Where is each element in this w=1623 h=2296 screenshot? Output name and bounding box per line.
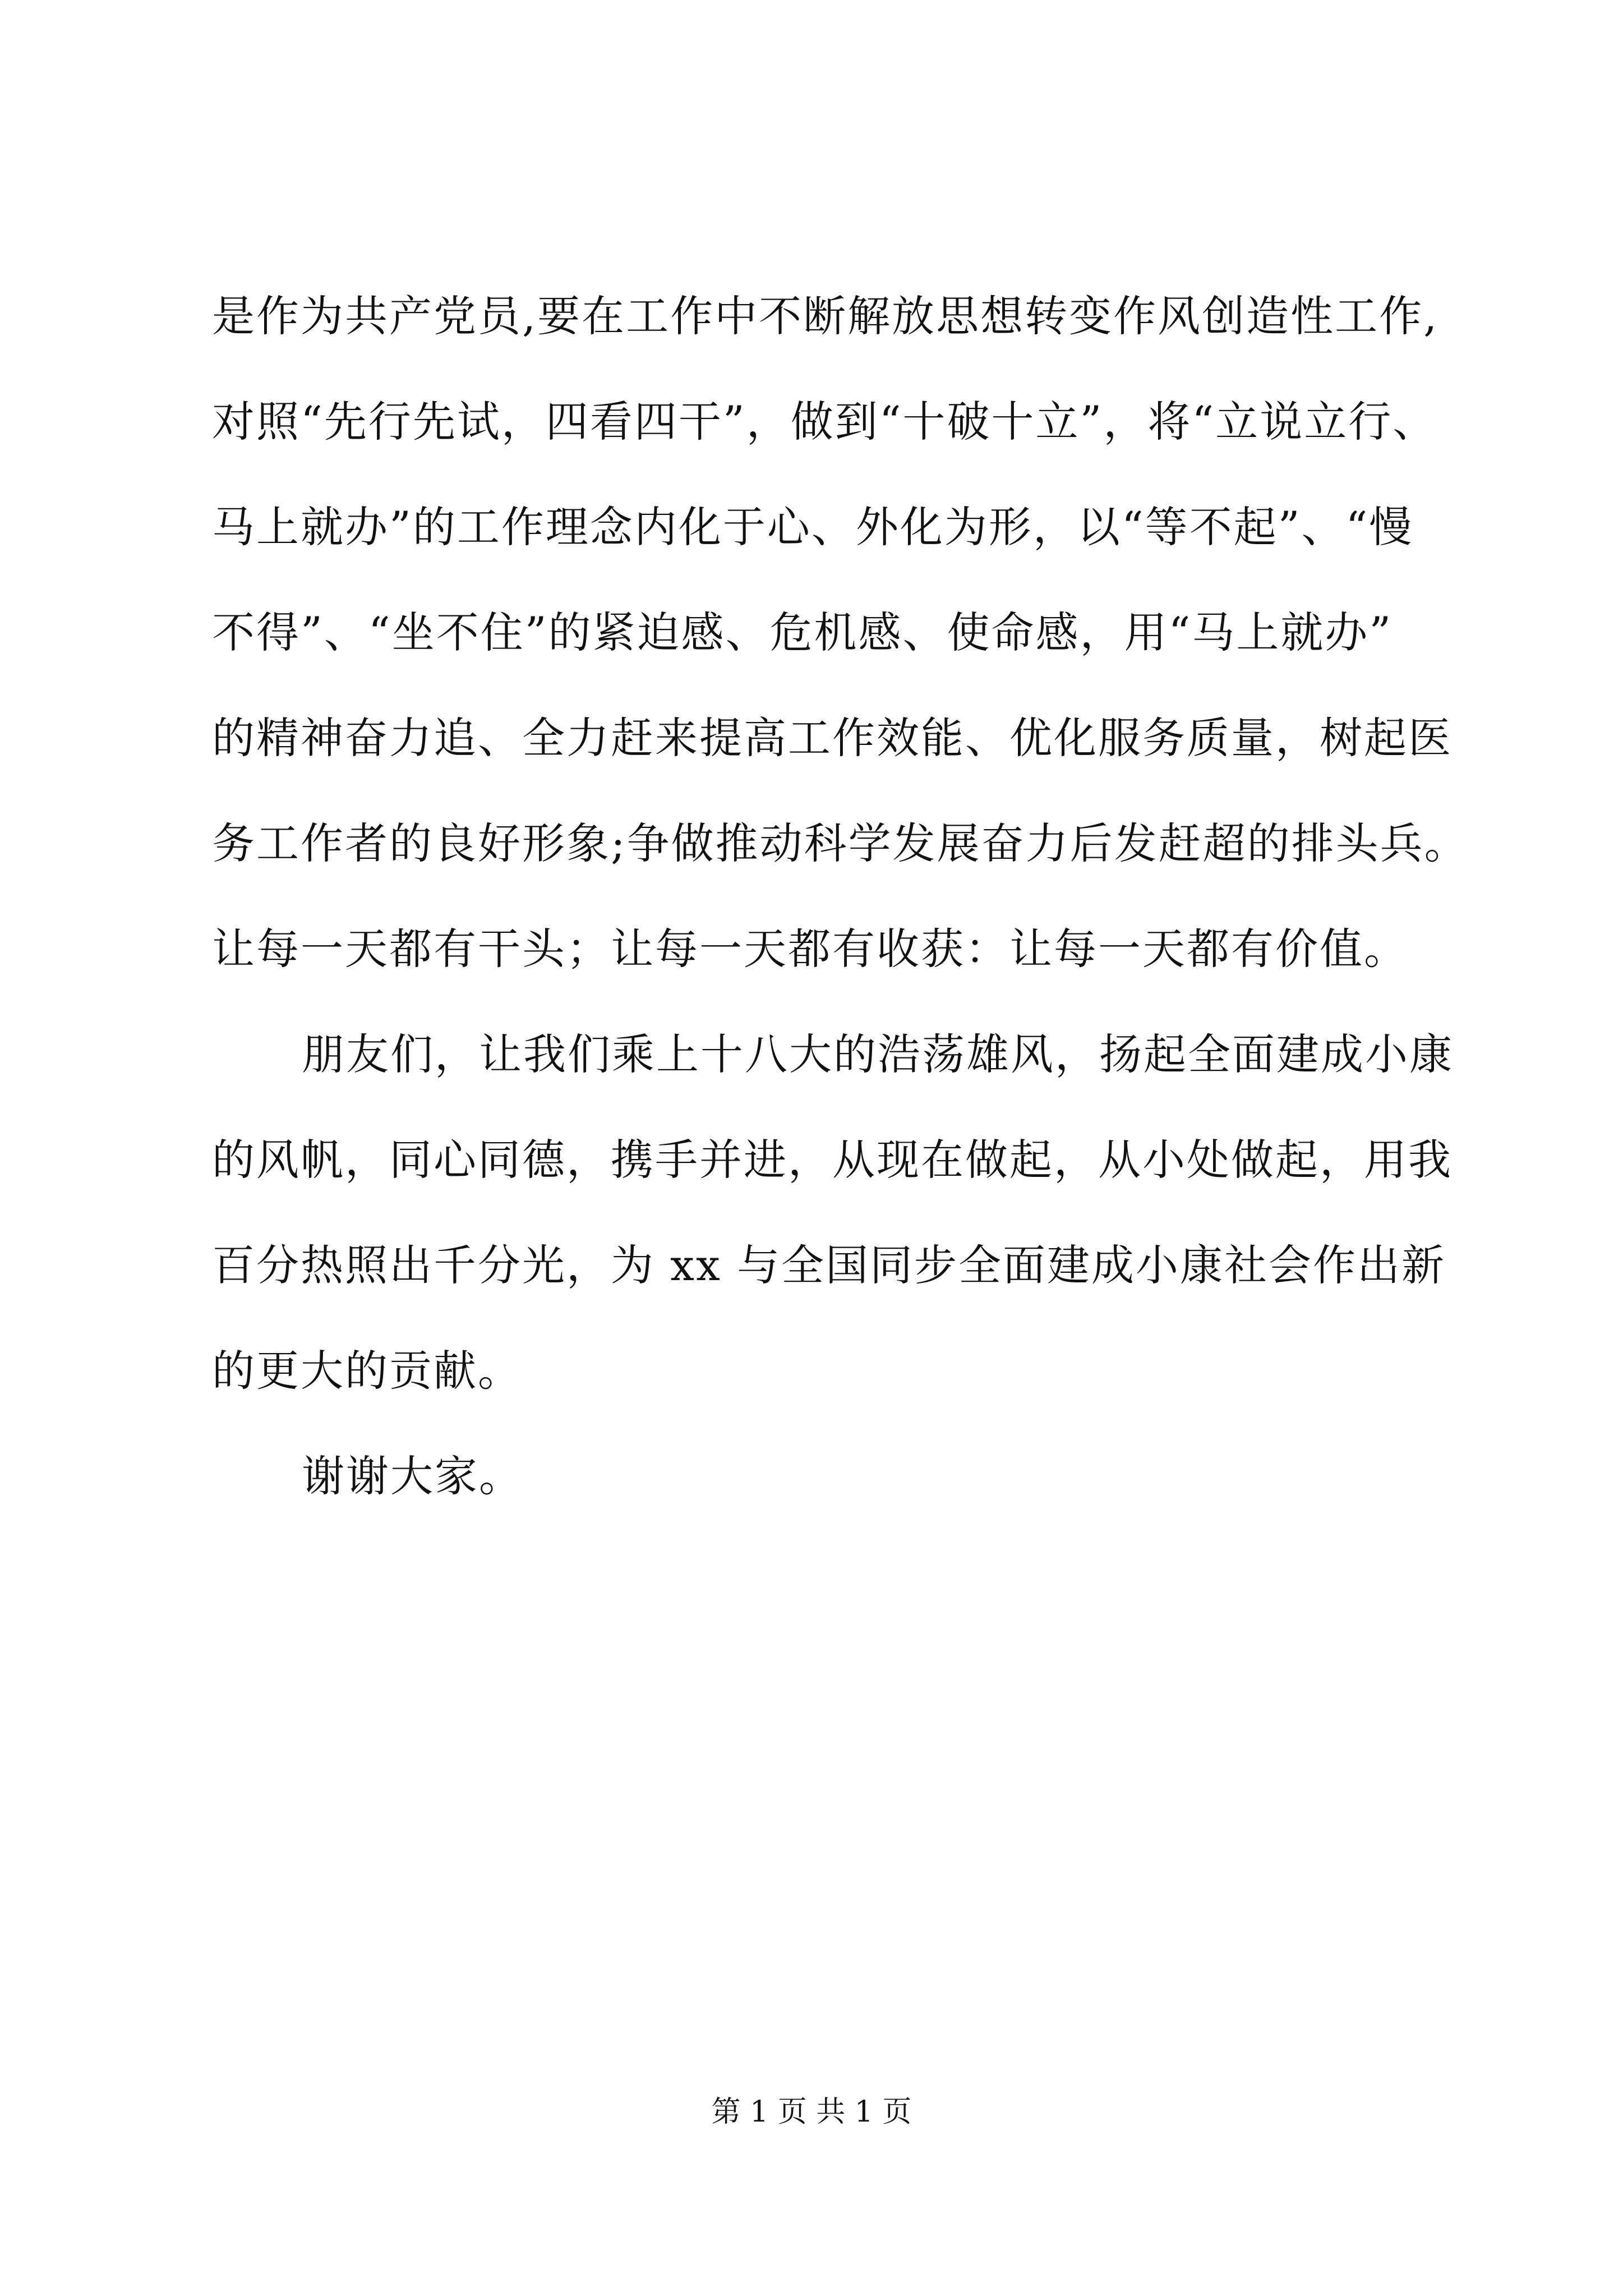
- paragraph-first-line: 朋友们，让我们乘上十八大的浩荡雄风，扬起全面建成小康: [302, 1029, 1454, 1079]
- text-line: 让每一天都有干头；让每一天都有收获：让每一天都有价值。: [212, 924, 1408, 974]
- text-line: 务工作者的良好形象;争做推动科学发展奋力后发赶超的排头兵。: [212, 818, 1469, 868]
- text-line: 对照“先行先试，四看四干”，做到“十破十立”，将“立说立行、: [212, 397, 1437, 447]
- text-line: 是作为共产党员,要在工作中不断解放思想转变作风创造性工作,: [212, 291, 1439, 341]
- page-footer: 第 1 页 共 1 页: [711, 2095, 912, 2129]
- text-line: 的风帆，同心同德，携手并进，从现在做起，从小处做起，用我: [212, 1135, 1453, 1185]
- text-line: 百分热照出千分光，为 xx 与全国同步全面建成小康社会作出新: [212, 1240, 1446, 1290]
- document-body: [212, 264, 1469, 1529]
- text-line: 马上就办”的工作理念内化于心、外化为形，以“等不起”、“慢: [212, 502, 1414, 552]
- text-line: 的精神奋力追、全力赶来提高工作效能、优化服务质量，树起医: [212, 713, 1453, 763]
- closing-line: 谢谢大家。: [302, 1451, 523, 1501]
- text-line: 的更大的贡献。: [212, 1346, 522, 1396]
- text-line: 不得”、“坐不住”的紧迫感、危机感、使命感，用“马上就办”: [212, 608, 1393, 657]
